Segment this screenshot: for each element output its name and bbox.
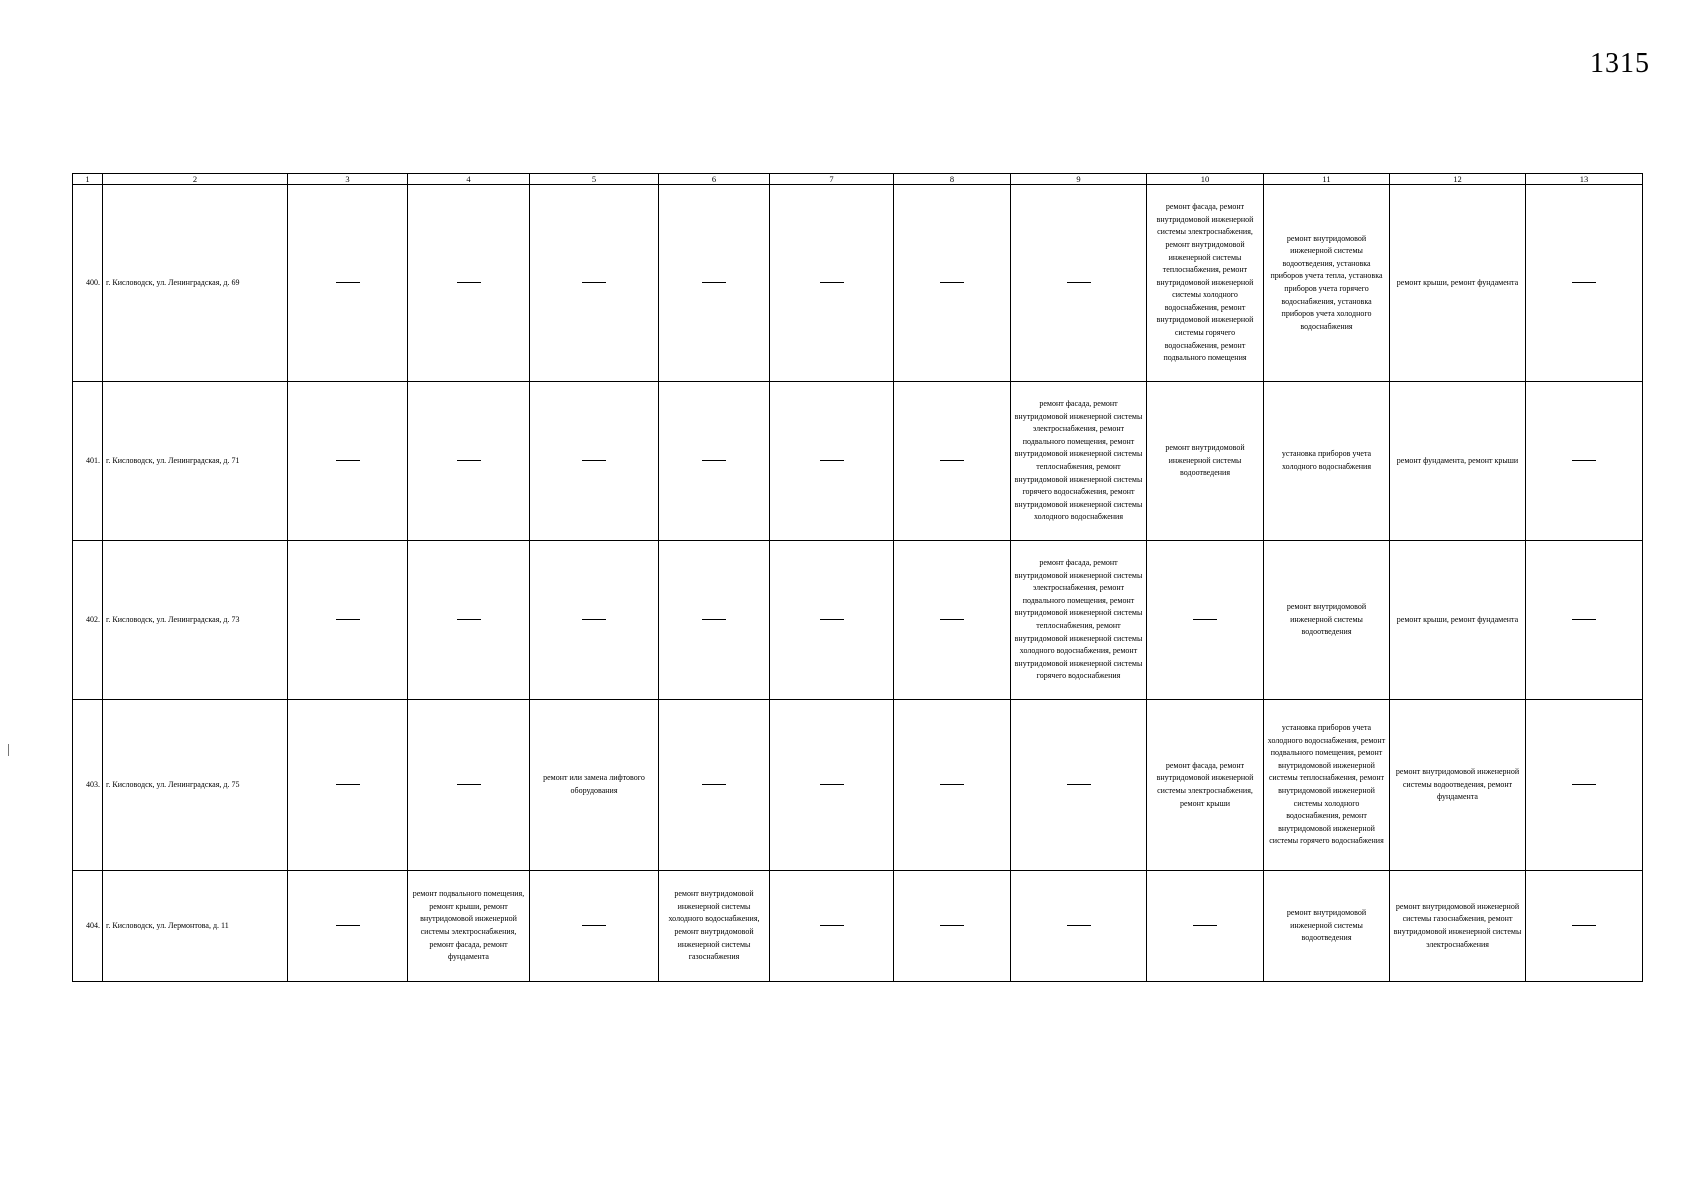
table-row [73, 541, 1643, 700]
cell-col-13 [1526, 382, 1643, 541]
cell-text: ремонт внутридомовой инженерной системы холодного водоснабжения, ремонт внутридомовой инженерной системы газоснабжения [668, 889, 760, 962]
empty-dash [336, 460, 360, 461]
cell-col-9 [1011, 700, 1147, 871]
page-number: 1315 [1590, 48, 1650, 79]
cell-col-4 [408, 382, 530, 541]
cell-text: ремонт крыши, ремонт фундамента [1396, 277, 1519, 287]
cell-col-8 [894, 871, 1011, 982]
cell-text: г. Кисловодск, ул. Ленинградская, д. 71 [106, 455, 240, 465]
cell-col-11 [1264, 871, 1390, 982]
empty-dash [1067, 784, 1091, 785]
cell-col-11 [1264, 541, 1390, 700]
cell-col-7 [770, 871, 894, 982]
cell-col-3 [288, 185, 408, 382]
cell-col-9 [1011, 382, 1147, 541]
cell-col-13 [1526, 541, 1643, 700]
table-row [73, 185, 1643, 382]
empty-dash [1193, 619, 1217, 620]
cell-col-4 [408, 871, 530, 982]
address-cell [103, 382, 288, 541]
capital-repair-table [72, 173, 1643, 982]
empty-dash [820, 282, 844, 283]
empty-dash [702, 784, 726, 785]
row-number [73, 382, 103, 541]
margin-mark [8, 744, 9, 756]
empty-dash [336, 784, 360, 785]
column-header-9: 9 [1011, 174, 1147, 185]
empty-dash [1067, 282, 1091, 283]
column-header-5: 5 [530, 174, 659, 185]
empty-dash [940, 282, 964, 283]
cell-col-12 [1390, 185, 1526, 382]
cell-col-10 [1147, 700, 1264, 871]
cell-text: ремонт внутридомовой инженерной системы водоотведения [1165, 443, 1245, 478]
cell-text: 403. [86, 779, 100, 789]
cell-text: г. Кисловодск, ул. Ленинградская, д. 75 [106, 779, 240, 789]
cell-col-6 [659, 185, 770, 382]
cell-col-12 [1390, 871, 1526, 982]
cell-col-5 [530, 185, 659, 382]
cell-text: ремонт фасада, ремонт внутридомовой инженерной системы электроснабжения, ремонт подвального помещения, ремонт внутридомовой инженерной системы теплоснабжения, ремонт внутридомовой инженерной системы горячего водоснабжения, ремонт внутридомовой инженерной системы холодного водоснабжения [1014, 399, 1143, 522]
empty-dash [336, 619, 360, 620]
cell-text: установка приборов учета холодного водоснабжения [1281, 449, 1372, 471]
cell-text: ремонт или замена лифтового оборудования [543, 773, 645, 795]
empty-dash [1572, 619, 1596, 620]
cell-text: ремонт внутридомовой инженерной системы водоотведения, ремонт фундамента [1395, 767, 1520, 802]
cell-col-5 [530, 541, 659, 700]
cell-col-5 [530, 871, 659, 982]
cell-col-9 [1011, 185, 1147, 382]
cell-col-4 [408, 185, 530, 382]
cell-col-11 [1264, 185, 1390, 382]
empty-dash [457, 784, 481, 785]
cell-col-6 [659, 700, 770, 871]
empty-dash [1572, 282, 1596, 283]
cell-col-7 [770, 185, 894, 382]
empty-dash [1067, 925, 1091, 926]
cell-text: установка приборов учета холодного водоснабжения, ремонт подвального помещения, ремонт внутридомовой инженерной системы теплоснабжения, ремонт внутридомовой инженерной системы холодного водоснабжения, ремонт внутридомовой инженерной системы горячего водоснабжения [1267, 723, 1386, 846]
table-row [73, 700, 1643, 871]
empty-dash [457, 619, 481, 620]
address-cell [103, 185, 288, 382]
column-header-8: 8 [894, 174, 1011, 185]
cell-col-7 [770, 382, 894, 541]
empty-dash [582, 925, 606, 926]
cell-text: ремонт крыши, ремонт фундамента [1396, 614, 1519, 624]
empty-dash [820, 925, 844, 926]
cell-col-13 [1526, 185, 1643, 382]
cell-col-3 [288, 700, 408, 871]
cell-col-8 [894, 700, 1011, 871]
cell-text: г. Кисловодск, ул. Ленинградская, д. 69 [106, 277, 240, 287]
empty-dash [582, 460, 606, 461]
column-header-6: 6 [659, 174, 770, 185]
table-row [73, 382, 1643, 541]
cell-col-12 [1390, 541, 1526, 700]
cell-col-10 [1147, 185, 1264, 382]
empty-dash [940, 925, 964, 926]
cell-col-3 [288, 871, 408, 982]
empty-dash [336, 925, 360, 926]
cell-col-13 [1526, 871, 1643, 982]
cell-text: ремонт фасада, ремонт внутридомовой инженерной системы электроснабжения, ремонт подвального помещения, ремонт внутридомовой инженерной системы теплоснабжения, ремонт внутридомовой инженерной системы холодного водоснабжения, ремонт внутридомовой инженерной системы горячего водоснабжения [1014, 558, 1143, 681]
table-row [73, 871, 1643, 982]
cell-col-9 [1011, 541, 1147, 700]
empty-dash [702, 460, 726, 461]
cell-col-9 [1011, 871, 1147, 982]
cell-text: 401. [86, 455, 100, 465]
empty-dash [820, 784, 844, 785]
cell-col-6 [659, 382, 770, 541]
column-header-10: 10 [1147, 174, 1264, 185]
cell-text: ремонт фасада, ремонт внутридомовой инженерной системы электроснабжения, ремонт внутридомовой инженерной системы теплоснабжения, ремонт внутридомовой инженерной системы холодного водоснабжения, ремонт внутридомовой инженерной системы горячего водоснабжения, ремонт подвального помещения [1156, 202, 1254, 363]
empty-dash [336, 282, 360, 283]
cell-col-4 [408, 541, 530, 700]
cell-col-7 [770, 541, 894, 700]
empty-dash [940, 460, 964, 461]
cell-col-12 [1390, 382, 1526, 541]
cell-text: 404. [86, 920, 100, 930]
cell-text: ремонт фасада, ремонт внутридомовой инженерной системы электроснабжения, ремонт крыши [1156, 760, 1254, 808]
empty-dash [940, 784, 964, 785]
address-cell [103, 541, 288, 700]
empty-dash [702, 619, 726, 620]
column-header-3: 3 [288, 174, 408, 185]
empty-dash [1572, 925, 1596, 926]
cell-col-10 [1147, 541, 1264, 700]
column-header-4: 4 [408, 174, 530, 185]
cell-col-8 [894, 185, 1011, 382]
cell-col-8 [894, 382, 1011, 541]
row-number [73, 871, 103, 982]
cell-col-10 [1147, 871, 1264, 982]
empty-dash [1572, 784, 1596, 785]
cell-col-13 [1526, 700, 1643, 871]
cell-text: г. Кисловодск, ул. Ленинградская, д. 73 [106, 614, 240, 624]
column-header-13: 13 [1526, 174, 1643, 185]
cell-text: ремонт внутридомовой инженерной системы водоотведения [1286, 602, 1367, 637]
row-number [73, 185, 103, 382]
column-header-12: 12 [1390, 174, 1526, 185]
cell-col-5 [530, 382, 659, 541]
empty-dash [702, 282, 726, 283]
cell-col-3 [288, 382, 408, 541]
cell-text: 402. [86, 614, 100, 624]
cell-col-8 [894, 541, 1011, 700]
empty-dash [820, 460, 844, 461]
address-cell [103, 871, 288, 982]
cell-text: ремонт подвального помещения, ремонт крыши, ремонт внутридомовой инженерной системы электроснабжения, ремонт фасада, ремонт фундамента [412, 889, 525, 962]
cell-text: 400. [86, 277, 100, 287]
row-number [73, 700, 103, 871]
cell-col-10 [1147, 382, 1264, 541]
cell-text: ремонт внутридомовой инженерной системы водоотведения [1286, 908, 1367, 943]
row-number [73, 541, 103, 700]
cell-col-11 [1264, 700, 1390, 871]
empty-dash [457, 282, 481, 283]
cell-col-11 [1264, 382, 1390, 541]
cell-col-6 [659, 871, 770, 982]
empty-dash [940, 619, 964, 620]
empty-dash [1193, 925, 1217, 926]
cell-col-4 [408, 700, 530, 871]
column-number-row [73, 174, 1643, 185]
cell-col-5 [530, 700, 659, 871]
column-header-11: 11 [1264, 174, 1390, 185]
empty-dash [582, 619, 606, 620]
cell-text: ремонт фундамента, ремонт крыши [1396, 455, 1519, 465]
cell-col-7 [770, 700, 894, 871]
cell-col-6 [659, 541, 770, 700]
cell-text: ремонт внутридомовой инженерной системы газоснабжения, ремонт внутридомовой инженерной системы электроснабжения [1393, 901, 1522, 949]
empty-dash [457, 460, 481, 461]
cell-col-12 [1390, 700, 1526, 871]
column-header-1: 1 [73, 174, 103, 185]
cell-col-3 [288, 541, 408, 700]
column-header-7: 7 [770, 174, 894, 185]
address-cell [103, 700, 288, 871]
empty-dash [1572, 460, 1596, 461]
column-header-2: 2 [103, 174, 288, 185]
empty-dash [582, 282, 606, 283]
empty-dash [820, 619, 844, 620]
cell-text: ремонт внутридомовой инженерной системы водоотведения, установка приборов учета тепла, установка приборов учета горячего водоснабжения, установка приборов учета холодного водоснабжения [1270, 233, 1383, 331]
cell-text: г. Кисловодск, ул. Лермонтова, д. 11 [106, 920, 229, 930]
